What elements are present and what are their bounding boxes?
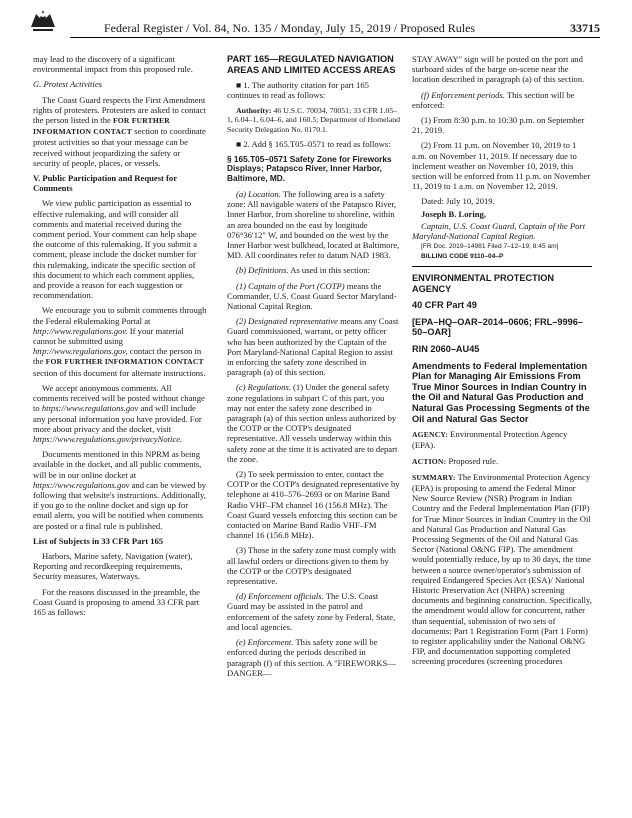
paragraph: (2) Designated representative means any Coast Guard commissioned, warrant, or petty officer who has been authorized by the Captain of the Port Maryland-National Capital Region to assist in enforcing the safety zone described in paragraph (a) of this section.	[227, 316, 399, 378]
paragraph: We view public participation as essential to effective rulemaking, and will consider all comments and material received during the comment period. Your comment can help shape the outcome of this rulemaking. If you submit a comment, please include the docket number for this rulemaking, indicate the specific section of this document to which each comment applies, and provide a reason for each suggestion or recommendation.	[33, 198, 197, 301]
column-3	[412, 54, 592, 672]
link-regulations-gov[interactable]: http://www.regulations.gov,	[33, 346, 128, 357]
docket-number: [EPA–HQ–OAR–2014–0606; FRL–9996–50–OAR]	[412, 316, 583, 338]
paragraph: (2) To seek permission to enter, contact the COTP or the COTP's designated representative by telephone at 410–576–2693 or on Marine Band Radio VHF–FM channel 16 (156.8 MHz). The Coast Guard vessels enforcing this section can be contacted on Marine Band Radio VHF–FM channel 16 (156.8 MHz).	[227, 469, 400, 541]
summary: SUMMARY: The Environmental Protection Agency (EPA) is proposing to amend the Federal Minor New Source Review (NSR) Program in Indian Country and the Federal Implementation Plan (FIP) for True Minor Sources in Indian Country in the Oil and Natural Gas Production and Natural Gas Processing Segments of the Oil and Natural Gas Sector (National O&NG FIP). The amendment would potentially reduce, by up to 30 days, the time between a source owner/operator's submission of required Endangered Species Act (ESA)/ National Historic Preservation Act (NHPA) screening documents and beginning construction. Specifically, the amendment would allow for concurrent, rather than sequential, submission of two sets of documents: Part 1 Registration Form (Part 1 Form) to register applicability under the National O&NG FIP, and documentation supporting completed screening procedures (screening procedures	[412, 471, 592, 667]
cfr-part: 40 CFR Part 49	[412, 300, 477, 311]
page-header	[70, 21, 600, 38]
paragraph: (1) Captain of the Port (COTP) means the Commander, U.S. Coast Guard Sector Maryland-National Capital Region.	[227, 280, 397, 311]
amendment-instruction: ■ 2. Add § 165.T05–0571 to read as follows:	[236, 139, 391, 150]
part-heading: PART 165—REGULATED NAVIGATION AREAS AND LIMITED ACCESS AREAS	[227, 54, 396, 75]
paragraph: Documents mentioned in this NPRM as being available in the docket, and all public comments, will be in our online docket at https://www.regulations.gov and can be viewed by following that website's instructions. Additionally, if you go to the online docket and sign up for email alerts, you will be notified when comments are posted or a final rule is published.	[33, 449, 207, 531]
paragraph: (d) Enforcement officials. The U.S. Coast Guard may be assisted in the patrol and enforcement of the safety zone by Federal, State, and local agencies.	[227, 591, 396, 632]
header-citation: Federal Register / Vol. 84, No. 135 / Monday, July 15, 2019 / Proposed Rules	[104, 21, 476, 35]
paragraph: (a) Location. The following area is a safety zone: All navigable waters of the Patapsco River, Inner Harbor, from shoreline to shoreline, within an area bounded on the east by longitude 076°36′12″ W, and bounded on the west by the Inner Harbor west bulkhead, located at Baltimore, MD. All coordinates refer to datum NAD 1983.	[227, 188, 400, 261]
paragraph: We accept anonymous comments. All comments received will be posted without change to https://www.regulations.gov and will include any personal information you have provided. For more about privacy and the docket, visit https://www.regulations.gov/privacyNotice.	[33, 382, 205, 444]
section-heading-public-participation: V. Public Participation and Request for Comments	[33, 173, 177, 194]
column-1	[33, 54, 207, 622]
paragraph: We encourage you to submit comments through the Federal eRulemaking Portal at http://www.regulations.gov. If your material cannot be submitted using http://www.regulations.gov, contact the person in the FOR FURTHER INFORMATION CONTACT section of this document for alternate instructions.	[33, 305, 207, 378]
paragraph: The Coast Guard respects the First Amendment rights of protesters. Protesters are asked to contact the person listed in the FOR FURTHER INFORMATION CONTACT section to coordinate protest activities so that your message can be received without jeopardizing the safety or security of people, places, or vessels.	[33, 94, 206, 168]
signer-title: Captain, U.S. Coast Guard, Captain of the Port Maryland-National Capital Region.	[412, 220, 586, 242]
paragraph: may lead to the discovery of a significant environmental impact from this proposed rule.	[33, 54, 193, 75]
paragraph: Harbors, Marine safety, Navigation (water), Reporting and recordkeeping requirements, Security measures, Waterways.	[33, 550, 193, 582]
section-heading-list-of-subjects: List of Subjects in 33 CFR Part 165	[33, 535, 164, 546]
page-number: 33715	[570, 21, 600, 35]
paragraph: (c) Regulations. (1) Under the general safety zone regulations in subpart C of this part, you may not enter the safety zone described in paragraph (a) of this section unless authorized by the COTP or the COTP's designated representative. All vessels underway within this safety zone at the time it is activated are to depart the zone.	[227, 382, 398, 464]
link-regulations-gov[interactable]: http://www.regulations.gov.	[33, 325, 128, 336]
paragraph: (2) From 11 p.m. on November 10, 2019 to 1 a.m. on November 11, 2019. If necessary due to inclement weather on November 10, 2019, this section will be enforced from 11 p.m. on November 11, 2019 to 1 a.m. on November 12, 2019.	[412, 140, 591, 192]
section-title: § 165.T05–0571 Safety Zone for Fireworks Displays; Patapsco River, Inner Harbor, Baltimore, MD.	[227, 153, 392, 184]
paragraph: (1) From 8:30 p.m. to 10:30 p.m. on September 21, 2019.	[412, 115, 585, 136]
link-regulations-gov[interactable]: https://www.regulations.gov	[41, 403, 139, 414]
billing-code: BILLING CODE 9110–04–P	[421, 252, 504, 260]
rule-title: Amendments to Federal Implementation Plan for Managing Air Emissions From True Minor Sources in Indian Country in the Oil and Natural Gas Production and Natural Gas Processing Segments of the Oil and Natural Gas Sector	[412, 360, 590, 424]
paragraph: For the reasons discussed in the preamble, the Coast Guard is proposing to amend 33 CFR part 165 as follows:	[33, 586, 200, 617]
agency-heading: ENVIRONMENTAL PROTECTION AGENCY	[412, 273, 555, 294]
fr-doc-line: [FR Doc. 2019–14981 Filed 7–12–19; 8:45 am]	[421, 243, 559, 251]
amendment-instruction: ■ 1. The authority citation for part 165 continues to read as follows:	[227, 80, 369, 101]
link-regulations-gov[interactable]: https://www.regulations.gov	[33, 479, 130, 490]
agency-line: AGENCY: Environmental Protection Agency (EPA).	[412, 429, 568, 451]
paragraph: (e) Enforcement. This safety zone will be enforced during the periods described in paragraph (f) of this section. A "FIREWORKS—DANGER—	[227, 637, 396, 678]
divider	[412, 266, 592, 267]
column-2	[227, 54, 401, 683]
paragraph: (3) Those in the safety zone must comply with all lawful orders or directions given to them by the COTP or the COTP's designated representative.	[227, 545, 396, 587]
action-line: ACTION: Proposed rule.	[412, 455, 499, 466]
link-privacy-notice[interactable]: https://www.regulations.gov/privacyNotice.	[33, 433, 183, 444]
rin-number: RIN 2060–AU45	[412, 344, 480, 355]
paragraph: (b) Definitions. As used in this section:	[236, 265, 370, 276]
authority-citation: Authority: 46 U.S.C. 70034, 70051; 33 CFR 1.05–1, 6.04–1, 6.04–6, and 160.5; Department of Homeland Security Delegation No. 0170.1.	[227, 105, 401, 134]
signer-name: Joseph B. Loring,	[421, 208, 486, 219]
federal-register-seal-icon	[28, 5, 58, 35]
section-heading-protest: G. Protest Activities	[33, 79, 102, 90]
signature-date: Dated: July 10, 2019.	[421, 196, 495, 207]
paragraph: STAY AWAY" sign will be posted on the port and starboard sides of the barge on-scene near the location described in paragraph (a) of this section.	[412, 54, 585, 85]
paragraph: (f) Enforcement periods. This section will be enforced:	[412, 89, 575, 110]
